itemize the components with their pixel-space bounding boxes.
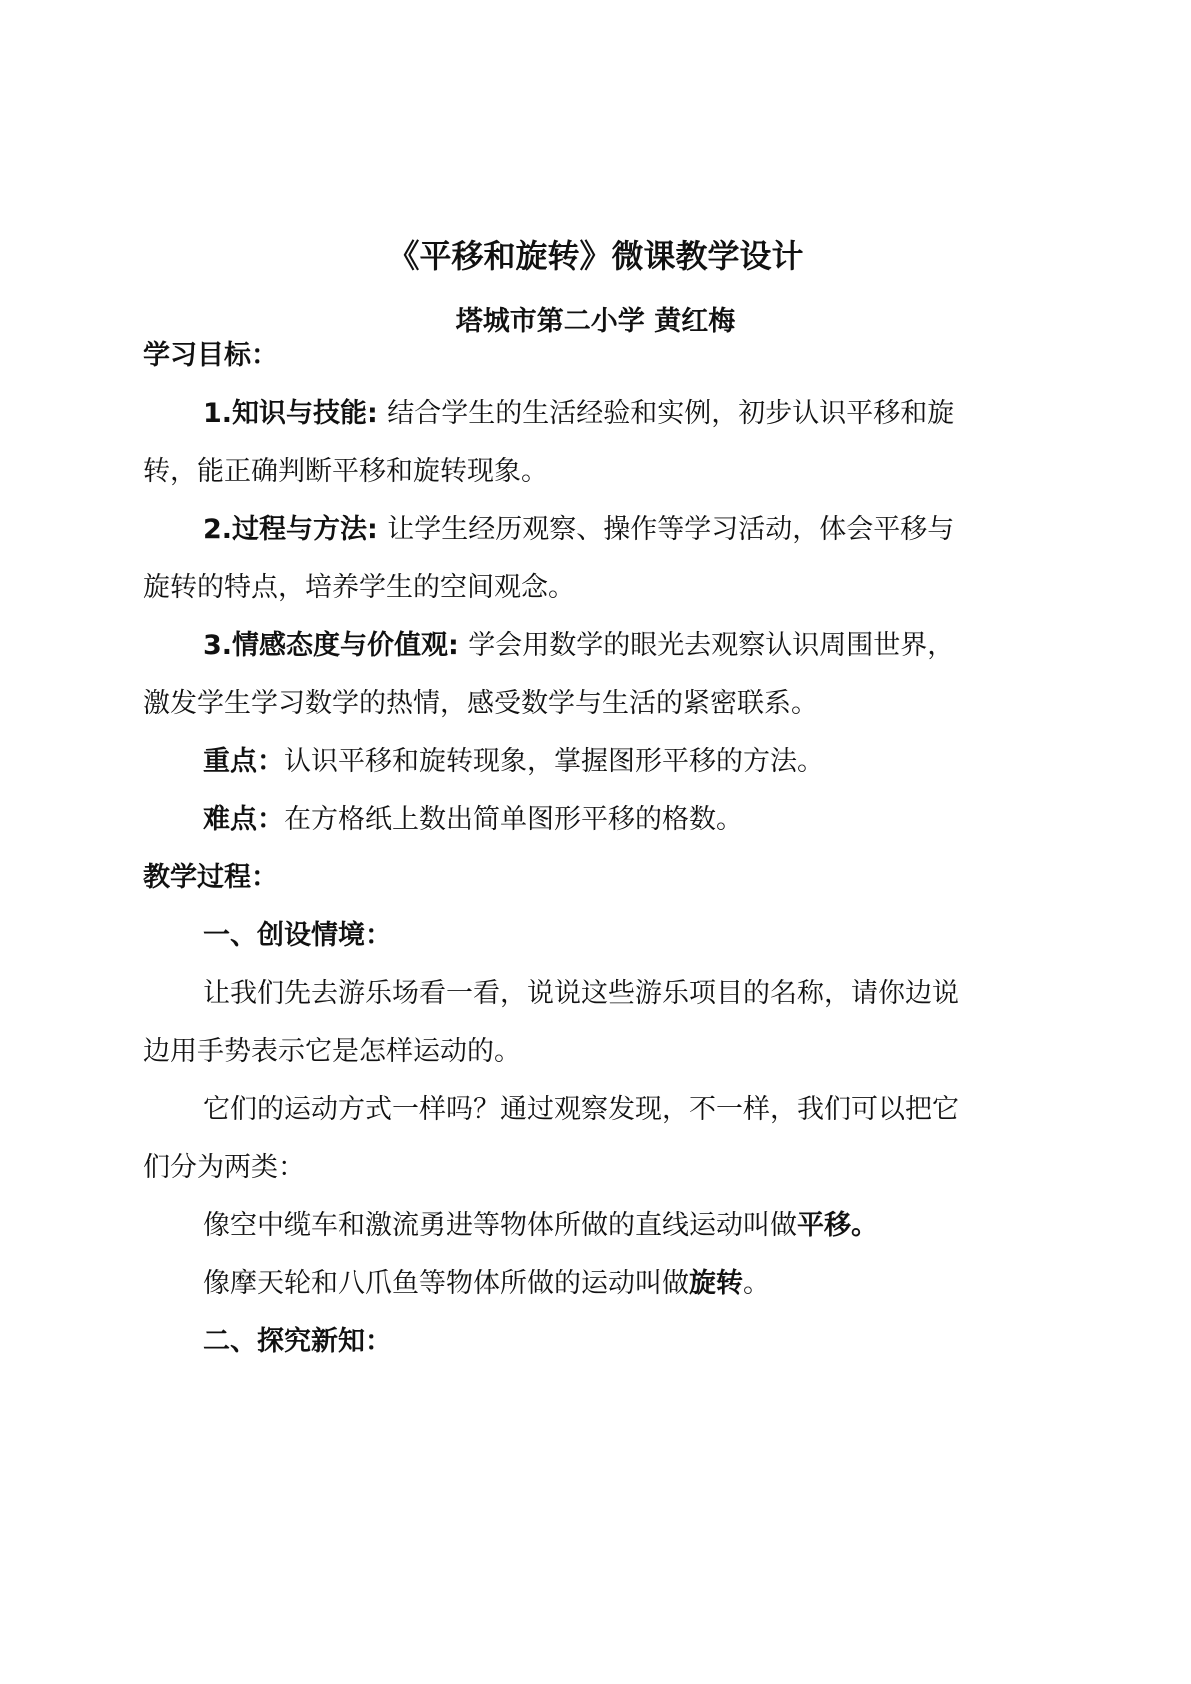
process-heading: 教学过程： xyxy=(143,862,278,893)
objective-2-text: 让学生经历观察、操作等学习活动，体会平移与 xyxy=(387,514,955,545)
difficulty-text: 在方格纸上数出简单图形平移的格数。 xyxy=(284,804,743,835)
section-2-heading: 二、探究新知： xyxy=(203,1326,392,1357)
paragraph-3-term: 平移。 xyxy=(797,1210,878,1241)
objective-2-label: 2.过程与方法: xyxy=(203,514,388,545)
paragraph-3-text: 像空中缆车和激流勇进等物体所做的直线运动叫做 xyxy=(203,1210,797,1241)
paragraph-4-text: 像摩天轮和八爪鱼等物体所做的运动叫做 xyxy=(203,1268,689,1299)
objective-1-text: 结合学生的生活经验和实例，初步认识平移和旋 xyxy=(387,398,955,429)
paragraph-2-line-2: 们分为两类： xyxy=(143,1152,305,1183)
section-1-heading: 一、创设情境： xyxy=(203,920,392,951)
objective-1-line-1 xyxy=(203,394,1053,434)
objective-3-line-2: 激发学生学习数学的热情，感受数学与生活的紧密联系。 xyxy=(143,688,818,719)
paragraph-4 xyxy=(203,1264,1053,1304)
difficulty-label: 难点： xyxy=(203,804,284,835)
objective-3-line-1 xyxy=(203,626,1053,666)
objective-3-label: 3.情感态度与价值观: xyxy=(203,630,469,661)
key-point-text: 认识平移和旋转现象，掌握图形平移的方法。 xyxy=(284,746,824,777)
objectives-heading: 学习目标： xyxy=(143,340,278,371)
paragraph-1-line-2: 边用手势表示它是怎样运动的。 xyxy=(143,1036,521,1067)
difficulty xyxy=(203,800,1053,840)
key-point xyxy=(203,742,1053,782)
paragraph-3 xyxy=(203,1206,1053,1246)
paragraph-4-tail: 。 xyxy=(743,1268,770,1299)
objective-1-label: 1.知识与技能: xyxy=(203,398,388,429)
paragraph-2-line-1: 它们的运动方式一样吗？通过观察发现，不一样，我们可以把它 xyxy=(203,1094,959,1125)
objective-2-line-1 xyxy=(203,510,1053,550)
paragraph-1-line-1: 让我们先去游乐场看一看，说说这些游乐项目的名称，请你边说 xyxy=(203,978,959,1009)
objective-1-line-2: 转，能正确判断平移和旋转现象。 xyxy=(143,456,548,487)
paragraph-4-term: 旋转 xyxy=(689,1268,743,1299)
key-point-label: 重点： xyxy=(203,746,284,777)
document-title: 《平移和旋转》微课教学设计 xyxy=(387,237,804,275)
objective-3-text: 学会用数学的眼光去观察认识周围世界， xyxy=(468,630,955,661)
objective-2-line-2: 旋转的特点，培养学生的空间观念。 xyxy=(143,572,575,603)
document-author: 塔城市第二小学 黄红梅 xyxy=(455,306,736,337)
